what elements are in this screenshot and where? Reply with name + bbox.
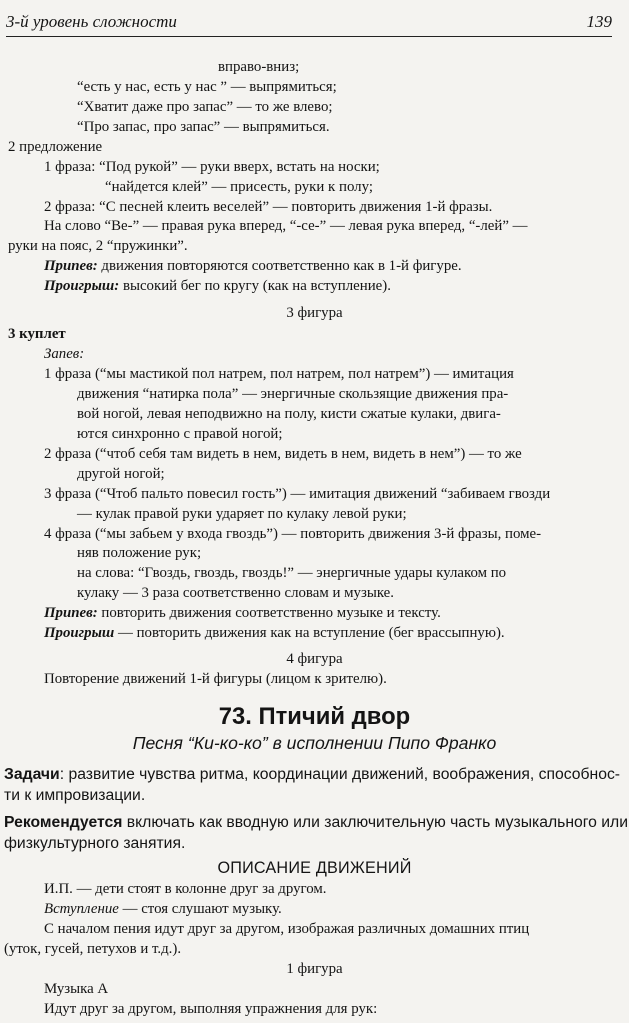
text-line: руки на пояс, 2 “пружинки”. [8, 238, 188, 255]
section-title: 73. Птичий двор [218, 702, 411, 730]
interlude-label: Проигрыш: [44, 278, 120, 295]
tasks-line [4, 765, 620, 785]
chorus-line [44, 604, 441, 624]
text-line: движения “натирка пола” — энергичные скользящие движения пра- [77, 386, 509, 402]
interlude-line [44, 624, 505, 644]
figure-heading: 1 фигура [286, 961, 343, 978]
text-line: ти к импровизации. [4, 787, 146, 805]
chorus-label: Припев: [44, 258, 98, 275]
text-line: другой ногой; [77, 465, 165, 482]
page-number: 139 [586, 12, 612, 31]
text-line: физкультурного занятия. [4, 835, 186, 853]
text-line: 3 фраза (“Чтоб пальто повесил гость”) — имитация движений “забиваем гвозди [44, 485, 551, 502]
interlude-text: — повторить движения как на вступление (бег врассыпную). [114, 625, 505, 642]
text-line: Музыка А [44, 981, 109, 998]
intro-line [44, 900, 282, 920]
text-line: на слова: “Гвоздь, гвоздь, гвоздь!” — энергичные удары кулаком по [77, 565, 507, 582]
intro-text: — стоя слушают музыку. [118, 901, 282, 918]
running-head [6, 8, 612, 37]
text-line: Идут друг за другом, выполняя упражнения для рук: [44, 1001, 378, 1017]
text-line: 2 фраза: “С песней клеить веселей” — повторить движения 1-й фразы. [44, 198, 493, 215]
text-line: кулаку — 3 раза соответственно словам и музыке. [77, 585, 394, 602]
running-head-title: 3-й уровень сложности [6, 12, 177, 31]
text-line: 4 фраза (“мы забьем у входа гвоздь”) — повторить движения 3-й фразы, поме- [44, 525, 542, 542]
text-line: ются синхронно с правой ногой; [77, 425, 283, 442]
figure-heading: 3 фигура [286, 304, 343, 321]
text-line: “найдется клей” — присесть, руки к полу; [105, 178, 373, 195]
text-line: Повторение движений 1-й фигуры (лицом к зрителю). [44, 671, 387, 688]
text-line: няв положение рук; [77, 545, 202, 562]
recommend-label: Рекомендуется [4, 813, 123, 831]
text-line: — кулак правой руки ударяет по кулаку левой руки; [77, 505, 407, 522]
text-line: (уток, гусей, петухов и т.д.). [4, 941, 182, 958]
intro-label: Вступление [44, 901, 119, 918]
sentence-label: 2 предложение [8, 138, 103, 155]
text-line: “есть у нас, есть у нас ” — выпрямиться; [77, 78, 337, 95]
text-line: вой ногой, левая неподвижно на полу, кисти сжатые кулаки, двига- [77, 405, 501, 422]
text-line: 1 фраза: “Под рукой” — руки вверх, встать на носки; [44, 158, 380, 175]
chorus-text: повторить движения соответственно музыке и тексту. [97, 605, 441, 622]
text-line: “Про запас, про запас” — выпрямиться. [77, 118, 330, 135]
lead-label: Запев: [44, 346, 85, 363]
text-line: вправо-вниз; [218, 59, 300, 75]
recommend-line [4, 813, 628, 833]
tasks-text: : развитие чувства ритма, координации движений, воображения, способнос- [59, 765, 621, 783]
interlude-text: высокий бег по кругу (как на вступление). [119, 278, 391, 295]
text-line: 2 фраза (“чтоб себя там видеть в нем, видеть в нем, видеть в нем”) — то же [44, 445, 522, 462]
tasks-label: Задачи [4, 765, 60, 783]
chorus-line [44, 257, 462, 277]
chorus-label: Припев: [44, 605, 98, 622]
chorus-text: движения повторяются соответственно как в 1-й фигуре. [97, 258, 462, 275]
text-line: На слово “Ве-” — правая рука вперед, “-се-” — левая рука вперед, “-лей” — [44, 218, 528, 235]
interlude-line [44, 277, 391, 297]
text-line: 1 фраза (“мы мастикой пол натрем, пол натрем, пол натрем”) — имитация [44, 366, 514, 383]
recommend-text: включать как вводную или заключительную часть музыкального или [122, 813, 628, 831]
text-line: И.П. — дети стоят в колонне друг за другом. [44, 881, 327, 898]
verse-heading: 3 куплет [8, 326, 66, 343]
section-subtitle: Песня “Ки-ко-ко” в исполнении Пипо Франко [132, 732, 497, 753]
description-heading: ОПИСАНИЕ ДВИЖЕНИЙ [217, 858, 412, 877]
text-line: “Хватит даже про запас” — то же влево; [77, 98, 333, 115]
figure-heading: 4 фигура [286, 650, 343, 667]
interlude-label: Проигрыш [44, 625, 115, 642]
text-line: С началом пения идут друг за другом, изображая различных домашних птиц [44, 921, 530, 938]
